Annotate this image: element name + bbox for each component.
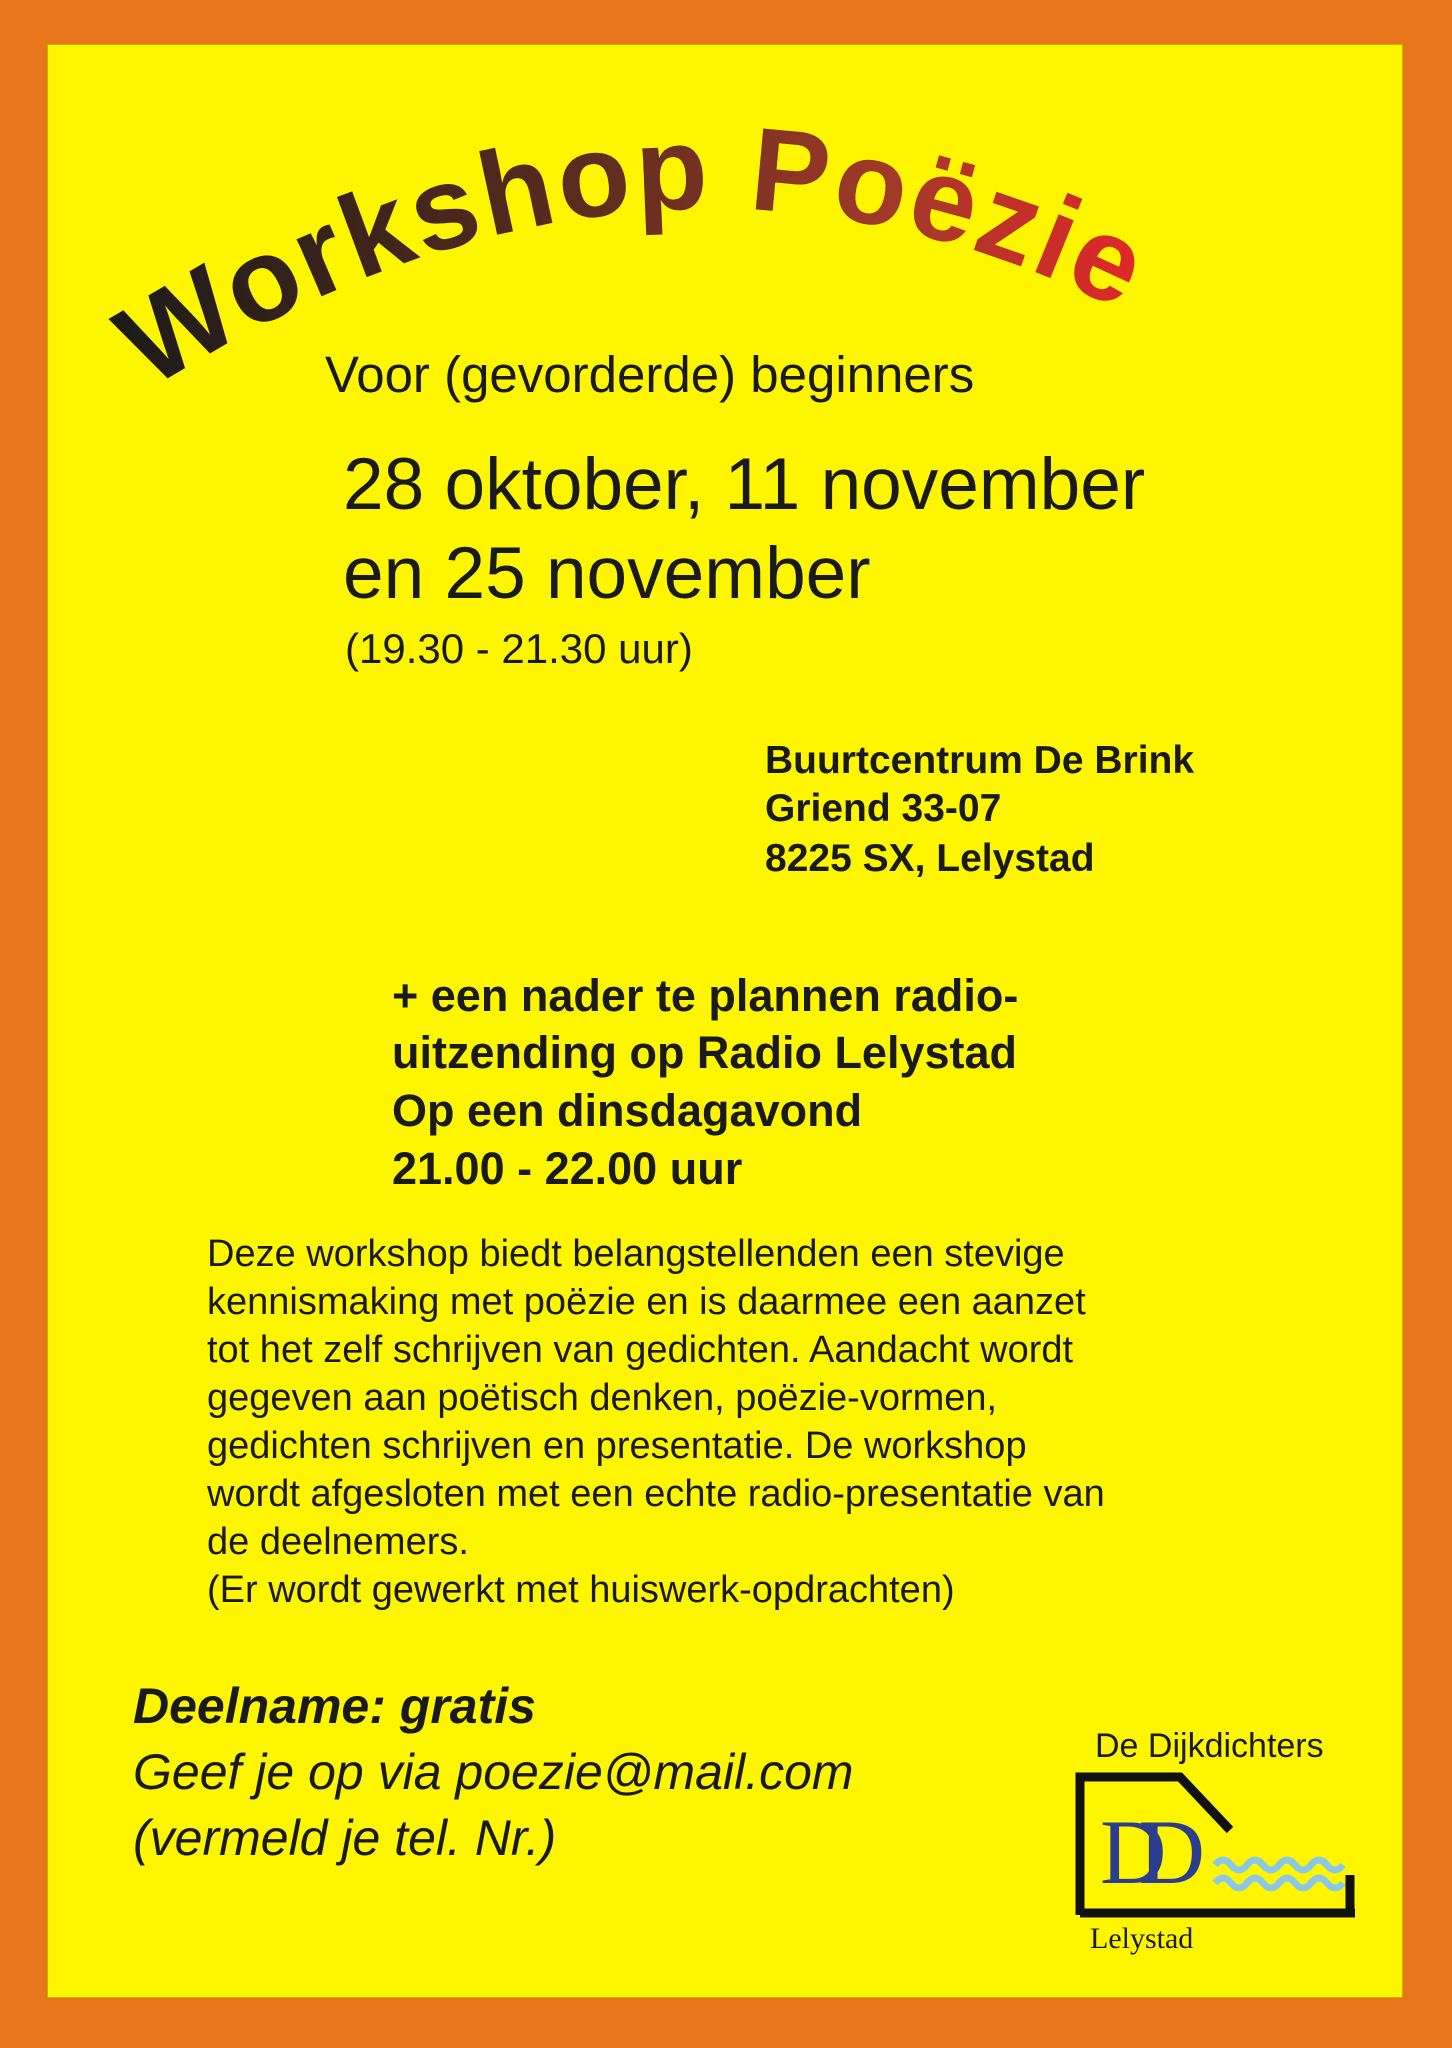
- description-line: de deelnemers.: [207, 1521, 469, 1563]
- signup-phone-note: (vermeld je tel. Nr.): [133, 1810, 557, 1866]
- participation-free: Deelname: gratis: [133, 1678, 536, 1734]
- dates-line-1: 28 oktober, 11 november: [343, 444, 1146, 525]
- radio-line-4: 21.00 - 22.00 uur: [392, 1143, 743, 1194]
- description-line: wordt afgesloten met een echte radio-presentatie van: [207, 1473, 1105, 1515]
- session-times: (19.30 - 21.30 uur): [345, 625, 693, 672]
- signup-email-line: Geef je op via poezie@mail.com: [133, 1744, 854, 1800]
- description-line: (Er wordt gewerkt met huiswerk-opdrachten): [207, 1569, 955, 1611]
- address-venue: Buurtcentrum De Brink: [765, 739, 1195, 782]
- radio-line-2: uitzending op Radio Lelystad: [392, 1027, 1018, 1078]
- description-line: gedichten schrijven en presentatie. De workshop: [207, 1425, 1027, 1467]
- logo-name: De Dijkdichters: [1095, 1727, 1324, 1765]
- logo-city: Lelystad: [1090, 1922, 1194, 1955]
- description-line: Deze workshop biedt belangstellenden een stevige: [207, 1233, 1065, 1275]
- svg-text:Workshop Poëzie: Workshop Poëzie: [95, 102, 1169, 412]
- waves-icon: [1215, 1860, 1343, 1870]
- radio-line-1: + een nader te plannen radio-: [392, 970, 1019, 1021]
- description-line: kennismaking met poëzie en is daarmee een aanzet: [207, 1281, 1086, 1323]
- subtitle: Voor (gevorderde) beginners: [325, 346, 975, 403]
- radio-line-3: Op een dinsdagavond: [392, 1085, 863, 1136]
- address-city: 8225 SX, Lelystad: [765, 837, 1095, 880]
- logo-initials: DD: [1100, 1801, 1177, 1903]
- description-line: tot het zelf schrijven van gedichten. Aandacht wordt: [207, 1329, 1074, 1371]
- dates-line-2: en 25 november: [343, 533, 871, 614]
- address-street: Griend 33-07: [765, 787, 1002, 830]
- dijkdichters-logo: [1070, 1765, 1360, 1925]
- description-line: gegeven aan poëtisch denken, poëzie-vormen,: [207, 1377, 998, 1419]
